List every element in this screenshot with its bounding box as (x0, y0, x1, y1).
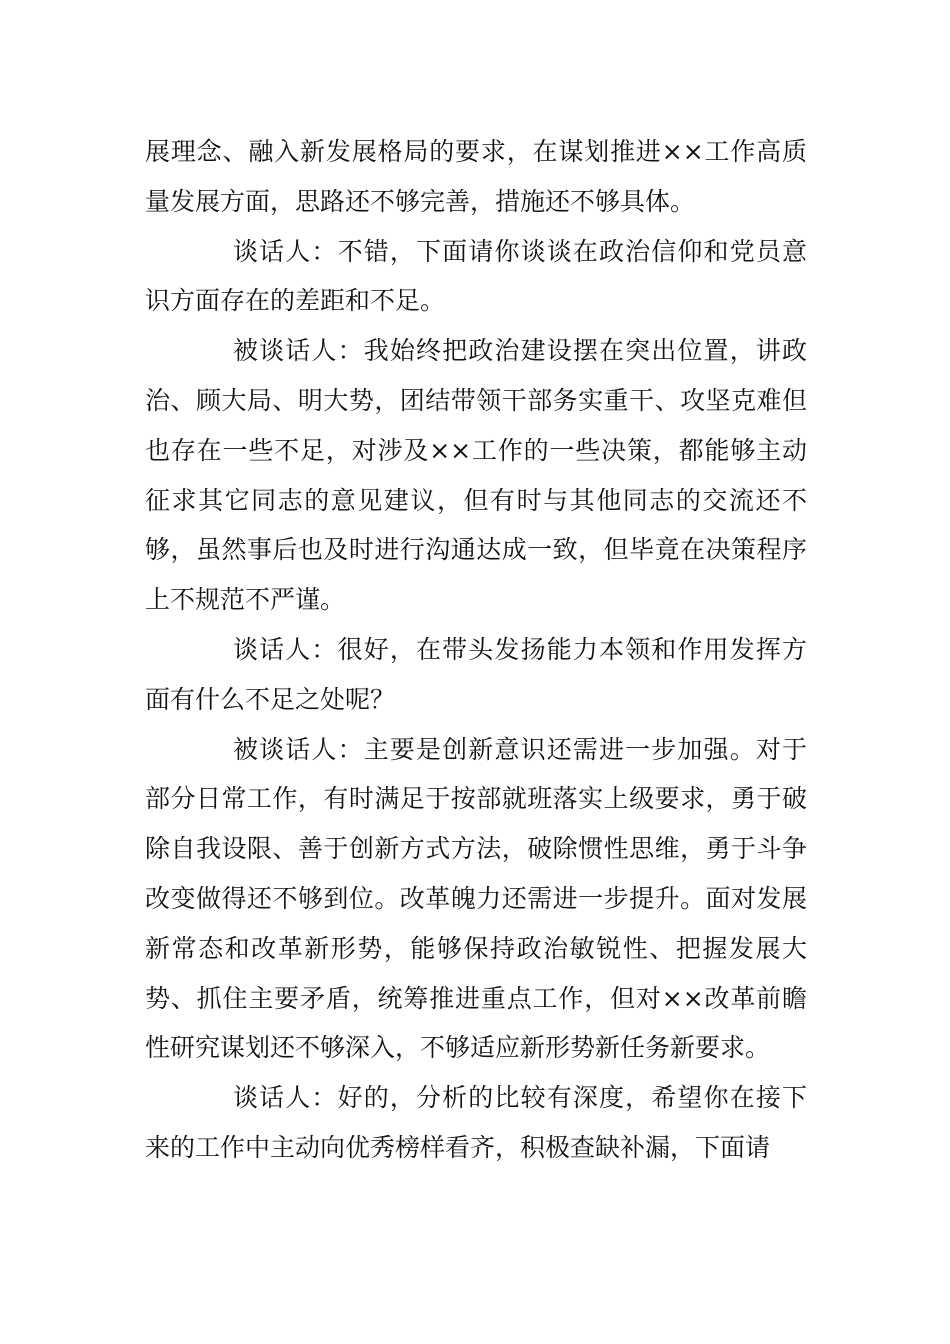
paragraph-interviewer-2: 谈话人：很好，在带头发扬能力本领和作用发挥方面有什么不足之处呢？ (145, 634, 807, 714)
paragraph-interviewer-1: 谈话人：不错，下面请你谈谈在政治信仰和党员意识方面存在的差距和不足。 (145, 236, 807, 316)
paragraph-continuation: 展理念、融入新发展格局的要求，在谋划推进××工作高质量发展方面，思路还不够完善，措施还不够具体。 (145, 137, 807, 216)
body-text (145, 127, 807, 1173)
paragraph-interviewee-1: 被谈话人：我始终把政治建设摆在突出位置，讲政治、顾大局、明大势，团结带领干部务实重干、攻坚克难但也存在一些不足，对涉及××工作的一些决策，都能够主动征求其它同志的意见建议，但有时与其他同志的交流还不够，虽然事后也及时进行沟通达成一致，但毕竟在决策程序上不规范不严谨。 (145, 336, 807, 615)
paragraph-interviewee-2: 被谈话人：主要是创新意识还需进一步加强。对于部分日常工作，有时满足于按部就班落实上级要求，勇于破除自我设限、善于创新方式方法，破除惯性思维，勇于斗争改变做得还不够到位。改革魄力还需进一步提升。面对发展新常态和改革新形势，能够保持政治敏锐性、把握发展大势、抓住主要矛盾，统筹推进重点工作，但对××改革前瞻性研究谋划还不够深入，不够适应新形势新任务新要求。 (145, 734, 807, 1063)
paragraph-interviewer-3: 谈话人：好的，分析的比较有深度，希望你在接下来的工作中主动向优秀榜样看齐，积极查缺补漏，下面请 (145, 1083, 807, 1162)
